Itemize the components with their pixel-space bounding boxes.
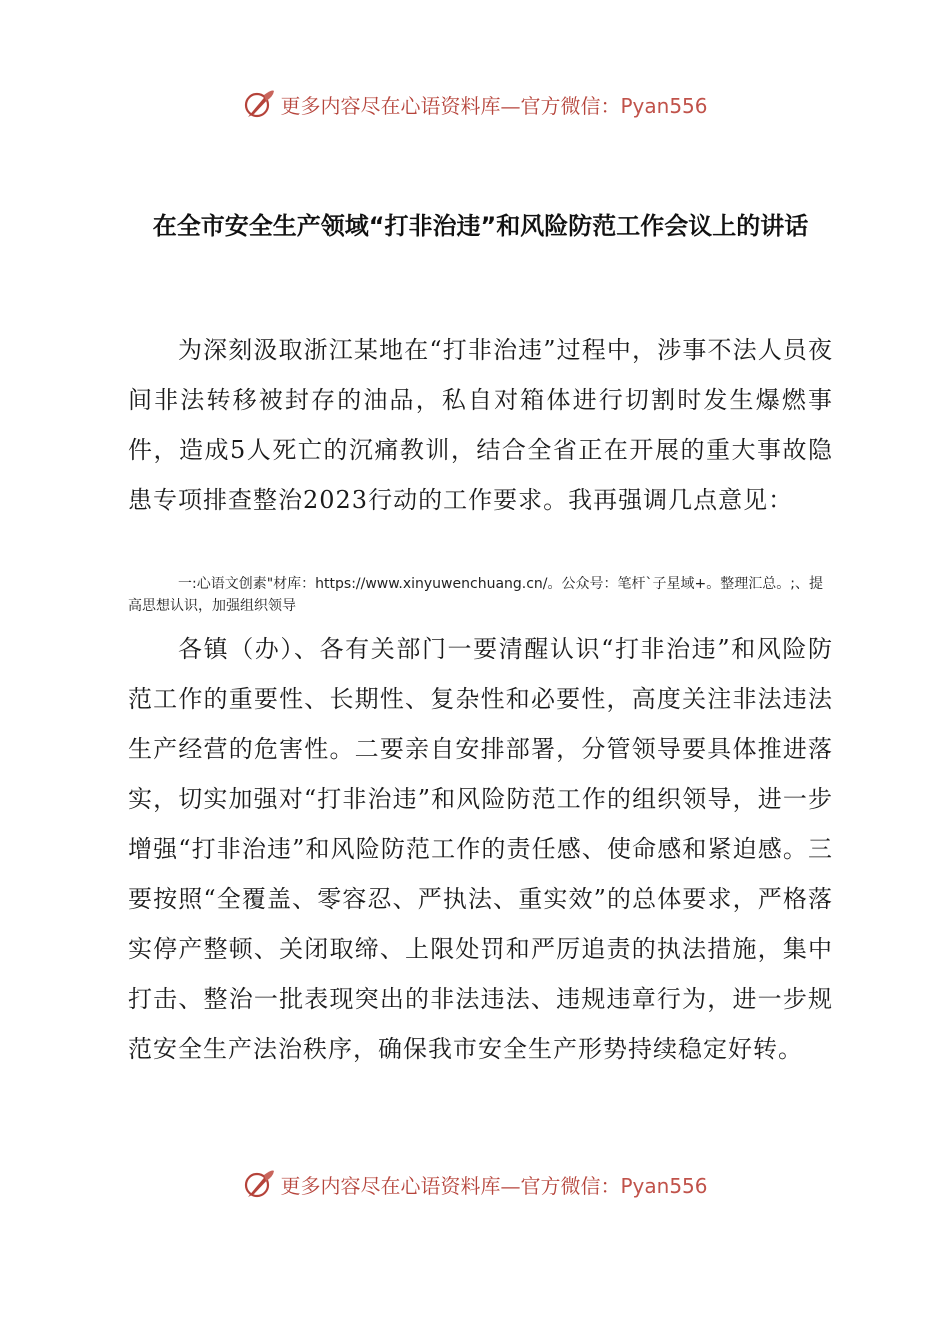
footer-banner: [0, 1164, 950, 1204]
inserted-note: 一:心语文创素"材库：https://www.xinyuwenchuang.cn/。公众号：笔杆`子星域+。整理汇总。;、提高思想认识，加强组织领导: [128, 576, 823, 614]
paragraph-body: 各镇（办）、各有关部门一要清醒认识“打非治违”和风险防范工作的重要性、长期性、复杂性和必要性，高度关注非法违法生产经营的危害性。二要亲自安排部署，分管领导要具体推进落实，切实加强对“打非治违”和风险防范工作的组织领导，进一步增强“打非治违”和风险防范工作的责任感、使命感和紧迫感。三要按照“全覆盖、零容忍、严执法、重实效”的总体要求，严格落实停产整顿、关闭取缔、上限处罚和严厉追责的执法措施，集中打击、整治一批表现突出的非法违法、违规违章行为，进一步规范安全生产法治秩序，确保我市安全生产形势持续稳定好转。: [128, 635, 833, 1063]
quill-logo-icon: [242, 1167, 276, 1201]
banner-wechat-id: Pyan556: [620, 93, 708, 118]
banner-wechat-id: Pyan556: [620, 1173, 708, 1198]
document-title: 在全市安全生产领域“打非治违”和风险防范工作会议上的讲话: [152, 212, 809, 240]
header-banner: [0, 84, 950, 124]
banner-text: [280, 90, 707, 119]
quill-logo-icon: [242, 87, 276, 121]
banner-text: [280, 1170, 707, 1199]
banner-label: 更多内容尽在心语资料库—官方微信：: [280, 93, 621, 118]
paragraph-intro: 为深刻汲取浙江某地在“打非治违”过程中，涉事不法人员夜间非法转移被封存的油品，私自对箱体进行切割时发生爆燃事件，造成5人死亡的沉痛教训，结合全省正在开展的重大事故隐患专项排查整治2023行动的工作要求。我再强调几点意见：: [128, 336, 833, 514]
banner-label: 更多内容尽在心语资料库—官方微信：: [280, 1173, 621, 1198]
